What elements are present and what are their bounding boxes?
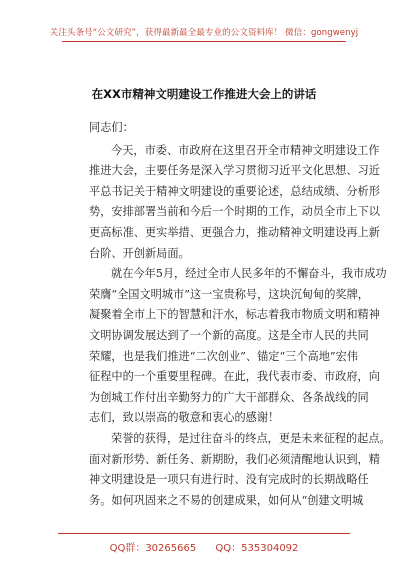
- paragraph-line: 为创城工作付出辛勤努力的广大干部群众、各条战线的同: [89, 390, 369, 404]
- paragraph-1: [89, 141, 380, 265]
- paragraph-line: 文明协调发展达到了一个新的高度。这是全市人民的共同: [89, 328, 369, 342]
- qq-group-number: QQ群：30265665: [109, 543, 197, 554]
- paragraph-line: 推进大会，主要任务是深入学习贯彻习近平文化思想、习近: [89, 164, 380, 178]
- footer-divider: [58, 533, 350, 534]
- document-title: 在XX市精神文明建设工作推进大会上的讲话: [91, 87, 317, 101]
- salutation: 同志们：: [89, 121, 134, 134]
- paragraph-line: 今天，市委、市政府在这里召开全市精神文明建设工作: [111, 143, 380, 157]
- paragraph-2: [89, 264, 387, 429]
- paragraph-line: 更高标准、更实举措、更强合力，推动精神文明建设再上新: [89, 225, 380, 239]
- header-promo-note: 关注头条号“公文研究”，获得最新最全最专业的公文资料库！ 微信：gongwenyj: [49, 28, 359, 38]
- paragraph-line: 凝聚着全市上下的智慧和汗水，标志着我市物质文明和精神: [89, 308, 380, 322]
- footer-contact: [0, 539, 408, 554]
- paragraph-line: 志们，致以崇高的敬意和衷心的感谢！: [89, 411, 280, 425]
- paragraph-3: [89, 429, 391, 511]
- paragraph-line: 平总书记关于精神文明建设的重要论述，总结成绩、分析形: [89, 184, 380, 198]
- paragraph-line: 荣誉的获得，是过往奋斗的终点，更是未来征程的起点。: [111, 431, 391, 445]
- paragraph-line: 就在今年5月，经过全市人民多年的不懈奋斗，我市成功: [111, 267, 387, 281]
- paragraph-line: 台阶、开创新局面。: [89, 246, 190, 260]
- paragraph-line: 势，安排部署当前和今后一个时期的工作，动员全市上下以: [89, 205, 380, 219]
- paragraph-line: 务。如何巩固来之不易的创建成果，如何从“创建文明城: [89, 493, 364, 507]
- header-divider: [62, 41, 346, 42]
- document-body: [89, 118, 391, 511]
- paragraph-line: 面对新形势、新任务、新期盼，我们必须清醒地认识到，精: [89, 452, 380, 466]
- paragraph-line: 征程中的一个重要里程碑。在此，我代表市委、市政府，向: [89, 370, 380, 384]
- paragraph-line: 荣膺“全国文明城市”这一宝贵称号，这块沉甸甸的奖牌，: [89, 287, 369, 301]
- paragraph-line: 荣耀，也是我们推进“二次创业”、锚定“三个高地”宏伟: [89, 349, 359, 363]
- qq-number: QQ：535304092: [215, 543, 299, 554]
- paragraph-line: 神文明建设是一项只有进行时、没有完成时的长期战略任: [89, 473, 369, 487]
